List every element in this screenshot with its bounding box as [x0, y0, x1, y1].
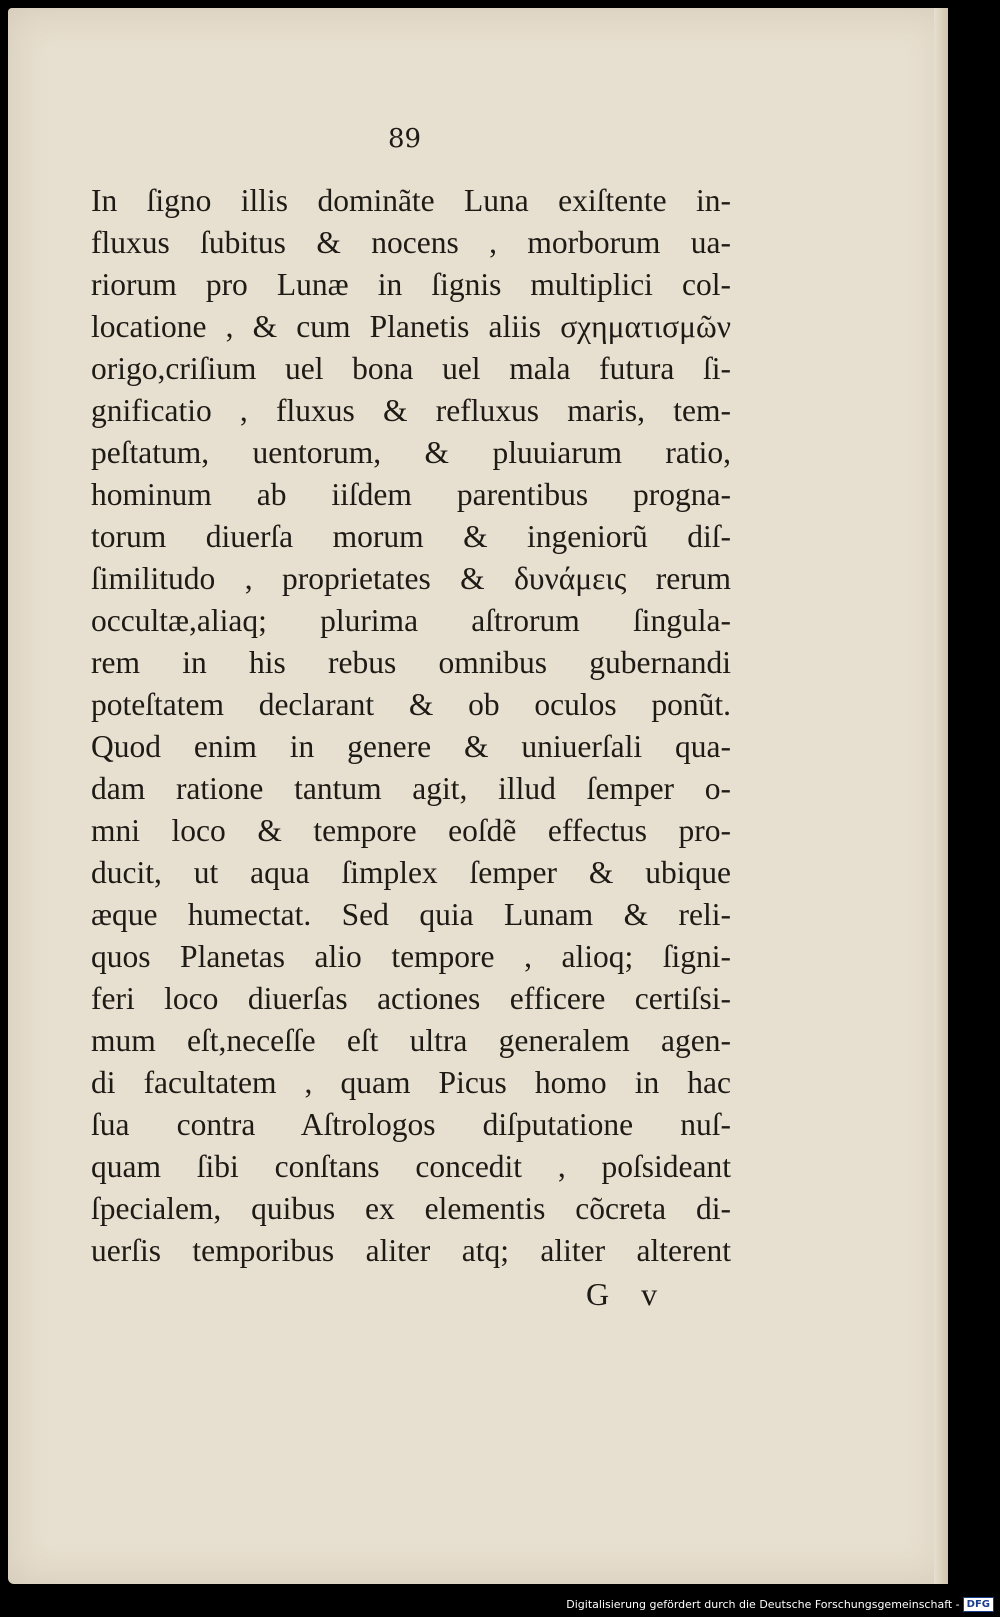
text-block — [91, 180, 731, 1272]
digitization-footer — [566, 1596, 994, 1612]
text-line: ſimilitudo , proprietates & δυνάμεις rerum — [91, 561, 731, 596]
page-number: 89 — [388, 124, 422, 154]
text-line: dam ratione tantum agit, illud ſemper o- — [91, 771, 731, 806]
text-line: gnificatio , fluxus & refluxus maris, tem- — [91, 393, 731, 428]
text-line: torum diuerſa morum & ingeniorũ diſ- — [91, 519, 731, 554]
dfg-logo: DFG — [963, 1597, 994, 1612]
text-line: riorum pro Lunæ in ſignis multiplici col- — [91, 267, 731, 302]
text-line: quos Planetas alio tempore , alioq; ſigni- — [91, 939, 731, 974]
text-line: ſpecialem, quibus ex elementis cõcreta di- — [91, 1191, 731, 1226]
text-line: ſua contra Aſtrologos diſputatione nuſ- — [91, 1107, 731, 1142]
text-line: quam ſibi conſtans concedit , poſsideant — [91, 1149, 731, 1184]
text-line: rem in his rebus omnibus gubernandi — [91, 645, 731, 680]
text-line: uerſis temporibus aliter atq; aliter alterent — [91, 1233, 731, 1268]
text-line: feri loco diuerſas actiones efficere certiſsi- — [91, 981, 731, 1016]
text-line: æque humectat. Sed quia Lunam & reli- — [91, 897, 731, 932]
text-line: Quod enim in genere & uniuerſali qua- — [91, 729, 731, 764]
text-line: mni loco & tempore eoſdẽ effectus pro- — [91, 813, 731, 848]
book-page — [8, 8, 948, 1584]
signature-mark: G v — [586, 1276, 670, 1312]
text-line: occultæ,aliaq; plurima aſtrorum ſingula- — [91, 603, 731, 638]
text-line: di facultatem , quam Picus homo in hac — [91, 1065, 731, 1100]
text-line: fluxus ſubitus & nocens , morborum ua- — [91, 225, 731, 260]
text-line: poteſtatem declarant & ob oculos ponũt. — [91, 687, 731, 722]
text-line: In ſigno illis dominãte Luna exiſtente in- — [91, 183, 731, 218]
footer-credit-text: Digitalisierung gefördert durch die Deutsche Forschungsgemeinschaft - — [566, 1597, 960, 1611]
text-line: peſtatum, uentorum, & pluuiarum ratio, — [91, 435, 731, 470]
text-line: origo,criſium uel bona uel mala futura ſi- — [91, 351, 731, 386]
text-line: mum eſt,neceſſe eſt ultra generalem agen- — [91, 1023, 731, 1058]
text-line: locatione , & cum Planetis aliis σχηματισμῶν — [91, 309, 731, 344]
page-edge — [934, 8, 948, 1584]
text-line: hominum ab iiſdem parentibus progna- — [91, 477, 731, 512]
text-line: ducit, ut aqua ſimplex ſemper & ubique — [91, 855, 731, 890]
